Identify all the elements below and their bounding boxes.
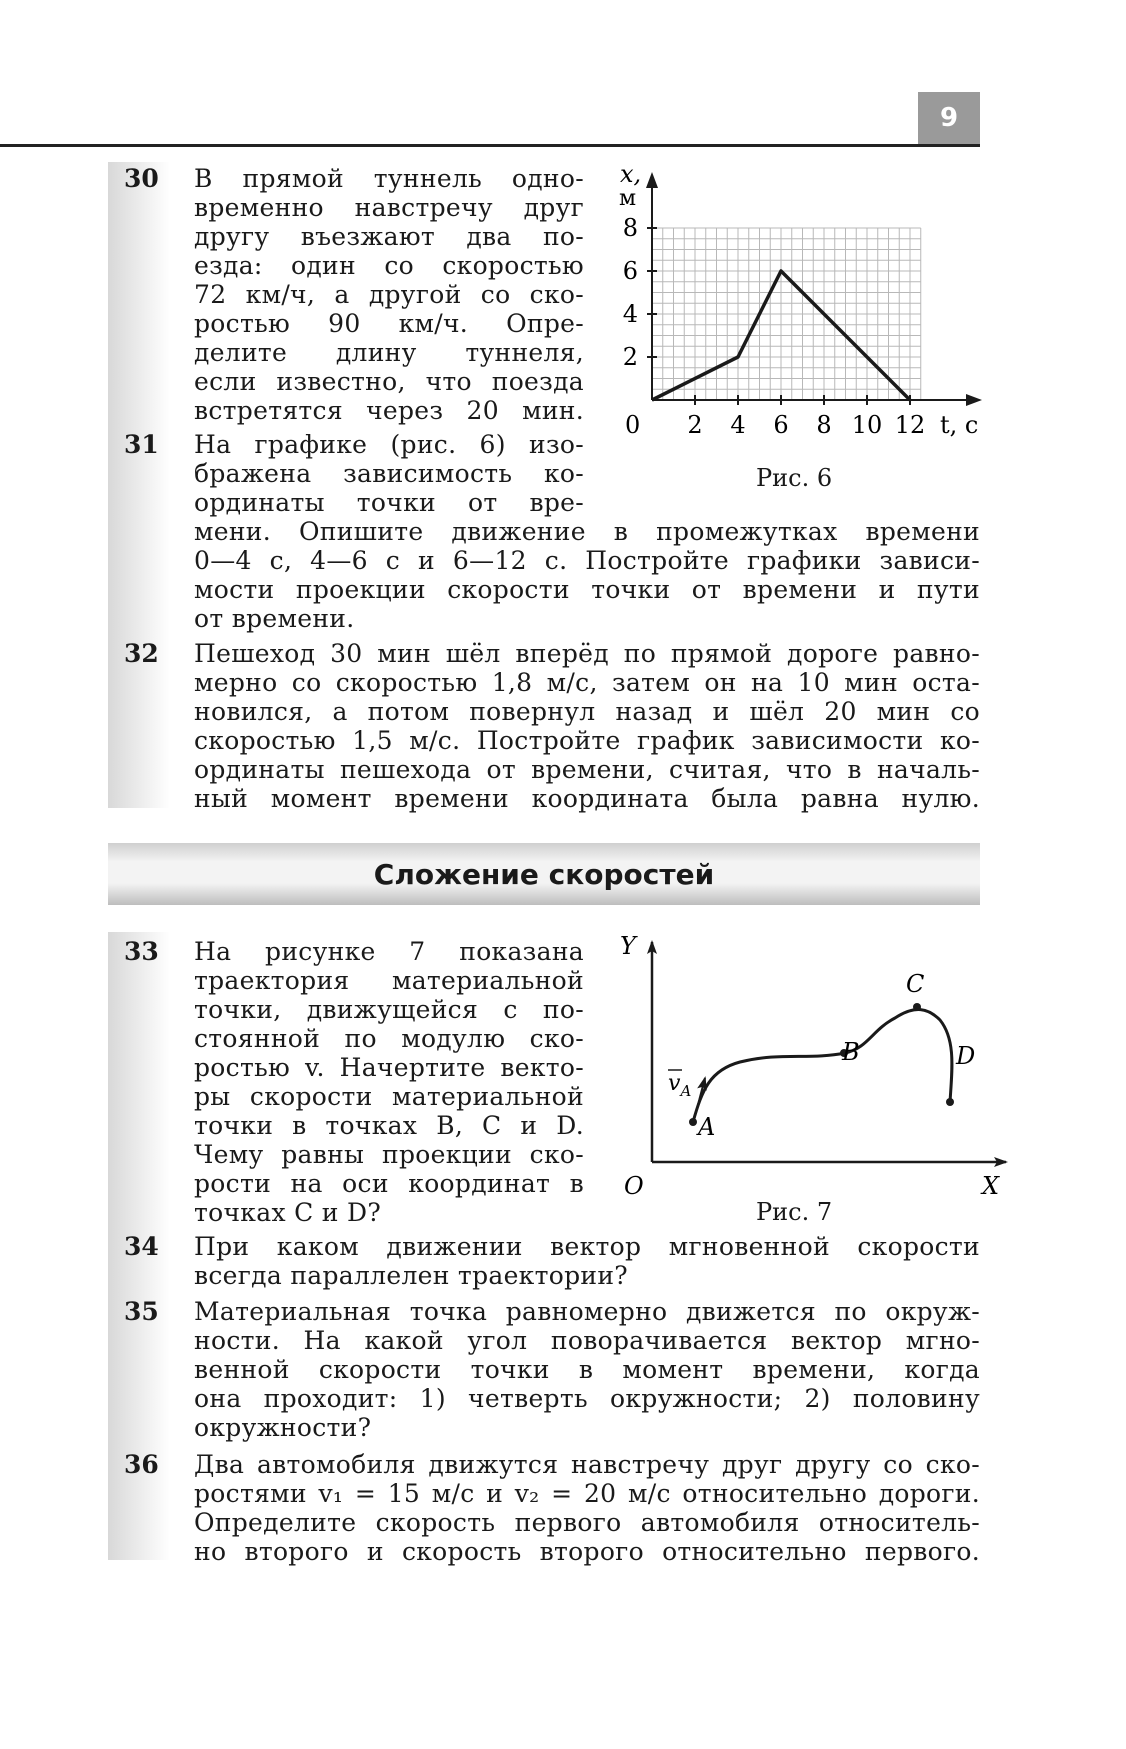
vector-symbol: v: [668, 1071, 681, 1096]
text-line: На рисунке 7 показана: [194, 937, 584, 966]
point-a-label: A: [698, 1113, 716, 1141]
trajectory-curve: [693, 1010, 952, 1122]
text-line: рости на оси координат в: [194, 1169, 584, 1198]
x-axis-label: t, с: [940, 411, 979, 439]
text-line: ры скорости материальной: [194, 1082, 584, 1111]
text-line: венной скорости точки в момент времени, когда: [194, 1355, 980, 1384]
y-axis-label: x,: [620, 160, 642, 188]
point-c: [913, 1003, 921, 1011]
text-line: езда: один со скоростью: [194, 251, 584, 280]
text-line: скоростью 1,5 м/с. Постройте график зависимости ко-: [194, 726, 980, 755]
text-line: она проходит: 1) четверть окружности; 2) половину: [194, 1384, 980, 1413]
y-axis-arrow: [646, 172, 658, 188]
text-line: делите длину туннеля,: [194, 338, 584, 367]
y-axis-unit: м: [619, 186, 637, 211]
text-line: точках C и D?: [194, 1198, 382, 1227]
page-number: 9: [918, 92, 980, 144]
text-line: окружности?: [194, 1413, 372, 1442]
chart-axes: [646, 172, 982, 406]
text-line: Материальная точка равномерно движется по окруж-: [194, 1297, 980, 1326]
axis-x-label: X: [982, 1172, 1000, 1200]
text-line: 72 км/ч, а другой со ско-: [194, 280, 584, 309]
text-line: 0—4 с, 4—6 с и 6—12 с. Постройте графики зависи-: [194, 546, 980, 575]
problem-number-31: 31: [124, 430, 159, 459]
x-tick-label: 8: [816, 411, 832, 439]
text-line: В прямой туннель одно-: [194, 164, 584, 193]
text-line: временно навстречу друг: [194, 193, 584, 222]
y-tick-label: 2: [622, 343, 638, 371]
text-line: траектория материальной: [194, 966, 584, 995]
y-tick-label: 6: [622, 257, 638, 285]
problem-band-upper: [108, 162, 170, 808]
header-rule: [0, 144, 980, 147]
x-tick-label: 6: [773, 411, 789, 439]
text-line: ности. На какой угол поворачивается вектор мгно-: [194, 1326, 980, 1355]
text-line: Определите скорость первого автомобиля относитель-: [194, 1508, 980, 1537]
text-line: ростями v₁ = 15 м/с и v₂ = 20 м/с относительно дороги.: [194, 1479, 980, 1508]
text-line: Пешеход 30 мин шёл вперёд по прямой дороге равно-: [194, 639, 980, 668]
text-line: ростью 90 км/ч. Опре-: [194, 309, 584, 338]
text-line: другу въезжают два по-: [194, 222, 584, 251]
origin-label: O: [624, 1172, 644, 1200]
text-line: На графике (рис. 6) изо-: [194, 430, 584, 459]
figure-6-caption: Рис. 6: [756, 464, 833, 492]
problem-number-33: 33: [124, 937, 159, 966]
x-axis-arrow: [966, 394, 982, 406]
point-c-label: C: [906, 970, 925, 998]
figure-7-caption: Рис. 7: [756, 1198, 833, 1226]
text-line: мости проекции скорости точки от времени и пути: [194, 575, 980, 604]
point-d-label: D: [956, 1042, 976, 1070]
text-line: новился, а потом повернул назад и шёл 20 мин со: [194, 697, 980, 726]
text-line: ординаты пешехода от времени, считая, что в началь-: [194, 755, 980, 784]
text-line: Два автомобиля движутся навстречу друг другу со ско-: [194, 1450, 980, 1479]
problem-number-35: 35: [124, 1297, 159, 1326]
x-tick-label: 2: [687, 411, 703, 439]
problem-number-32: 32: [124, 639, 159, 668]
text-line: если известно, что поезда: [194, 367, 584, 396]
text-line: При каком движении вектор мгновенной скорости: [194, 1232, 980, 1261]
vector-label: [668, 1071, 691, 1100]
point-b-label: B: [842, 1038, 860, 1066]
point-a: [689, 1118, 697, 1126]
chart-grid: [652, 228, 921, 400]
x-tick-label: 12: [894, 411, 926, 439]
point-d: [946, 1098, 954, 1106]
text-line: встретятся через 20 мин.: [194, 396, 584, 425]
text-line: мерно со скоростью 1,8 м/с, затем он на 10 мин оста-: [194, 668, 980, 697]
text-line: от времени.: [194, 604, 355, 633]
text-line: мени. Опишите движение в промежутках времени: [194, 517, 980, 546]
problem-number-36: 36: [124, 1450, 159, 1479]
origin-label: 0: [625, 411, 641, 439]
text-line: бражена зависимость ко-: [194, 459, 584, 488]
y-tick-label: 8: [622, 214, 638, 242]
text-line: всегда параллелен траектории?: [194, 1261, 629, 1290]
text-line: ординаты точки от вре-: [194, 488, 584, 517]
vector-subscript: A: [680, 1082, 692, 1100]
axis-y-label: Y: [620, 932, 636, 960]
text-line: ный момент времени координата была равна нулю.: [194, 784, 980, 813]
text-line: точки, движущейся с по-: [194, 995, 584, 1024]
text-line: Чему равны проекции ско-: [194, 1140, 584, 1169]
y-tick-label: 4: [622, 300, 638, 328]
x-tick-label: 10: [851, 411, 883, 439]
x-tick-label: 4: [730, 411, 746, 439]
figure-6-chart: [600, 160, 990, 480]
text-line: стоянной по модулю ско-: [194, 1024, 584, 1053]
chart-ticks: [623, 214, 926, 439]
text-line: но второго и скорость второго относительно первого.: [194, 1537, 980, 1566]
figure-7-diagram: [610, 930, 1020, 1230]
section-title: Сложение скоростей: [108, 843, 980, 905]
problem-number-34: 34: [124, 1232, 159, 1261]
problem-number-30: 30: [124, 164, 159, 193]
text-line: точки в точках B, C и D.: [194, 1111, 584, 1140]
text-line: ростью v. Начертите векто-: [194, 1053, 584, 1082]
